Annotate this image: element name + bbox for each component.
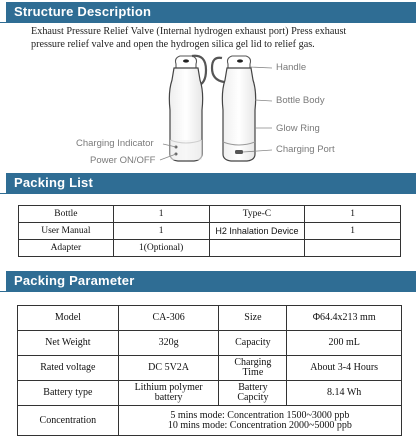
table-row xyxy=(18,381,402,406)
table-row xyxy=(18,331,402,356)
section-banner-packing-list xyxy=(0,173,416,193)
product-figure xyxy=(0,50,416,170)
banner-accent xyxy=(0,2,6,22)
callout-bottle-body: Bottle Body xyxy=(276,95,325,106)
table-row xyxy=(19,206,401,223)
table-row xyxy=(18,406,402,436)
param-label: Rated voltage xyxy=(18,356,119,381)
intro-line: pressure relief valve and open the hydrogen silica gel lid to relief gas. xyxy=(31,39,315,50)
concentration-line: 5 mins mode: Concentration 1500~3000 ppb xyxy=(170,409,350,421)
banner-accent xyxy=(0,173,6,193)
callout-charging-port: Charging Port xyxy=(276,144,335,155)
bottle-illustration xyxy=(0,50,416,170)
table-row xyxy=(18,306,402,331)
param-value: 8.14 Wh xyxy=(287,381,402,406)
table-row xyxy=(19,223,401,240)
callout-handle: Handle xyxy=(276,62,307,73)
divider xyxy=(0,291,416,292)
param-label: Battery Capcity xyxy=(219,381,287,406)
param-value: 200 mL xyxy=(287,331,402,356)
divider xyxy=(0,22,416,23)
param-label: Model xyxy=(18,306,119,331)
param-label: Capacity xyxy=(219,331,287,356)
param-label: Battery type xyxy=(18,381,119,406)
table-cell: 1(Optional) xyxy=(113,240,209,257)
param-value: Lithium polymer battery xyxy=(118,381,219,406)
param-value: Φ64.4x213 mm xyxy=(287,306,402,331)
param-label: Concentration xyxy=(18,406,119,436)
param-label: Charging Time xyxy=(219,356,287,381)
banner-accent xyxy=(0,271,6,291)
table-row xyxy=(18,356,402,381)
param-label: Net Weight xyxy=(18,331,119,356)
section-banner-packing-parameter xyxy=(0,271,416,291)
callout-power: Power ON/OFF xyxy=(90,155,156,166)
table-cell xyxy=(209,240,305,257)
callout-charging-indicator: Charging Indicator xyxy=(76,138,154,149)
param-value: CA-306 xyxy=(118,306,219,331)
table-cell xyxy=(305,240,401,257)
param-value: DC 5V2A xyxy=(118,356,219,381)
param-label: Size xyxy=(219,306,287,331)
table-cell: Adapter xyxy=(19,240,114,257)
section-title: Structure Description xyxy=(14,4,152,19)
divider xyxy=(0,193,416,194)
section-title: Packing List xyxy=(14,175,93,190)
section-banner-structure xyxy=(0,2,416,22)
section-title: Packing Parameter xyxy=(14,273,135,288)
structure-intro xyxy=(31,25,401,51)
table-cell: 1 xyxy=(113,206,209,223)
concentration-value xyxy=(118,406,401,436)
table-cell: 1 xyxy=(113,223,209,240)
bottle-side xyxy=(212,56,256,161)
param-value: 320g xyxy=(118,331,219,356)
concentration-line: 10 mins mode: Concentration 2000~5000 ppb xyxy=(167,419,352,431)
table-cell: H2 Inhalation Device xyxy=(209,223,305,240)
table-cell: 1 xyxy=(305,206,401,223)
table-cell: Type-C xyxy=(209,206,305,223)
packing-parameter-table xyxy=(17,305,402,436)
table-cell: Bottle xyxy=(19,206,114,223)
table-cell: 1 xyxy=(305,223,401,240)
callout-glow-ring: Glow Ring xyxy=(276,123,320,134)
intro-line: Exhaust Pressure Relief Valve (Internal hydrogen exhaust port) Press exhaust xyxy=(31,26,347,37)
table-cell: User Manual xyxy=(19,223,114,240)
packing-list-table xyxy=(18,205,401,257)
table-row xyxy=(19,240,401,257)
bottle-front xyxy=(169,56,206,161)
param-value: About 3-4 Hours xyxy=(287,356,402,381)
